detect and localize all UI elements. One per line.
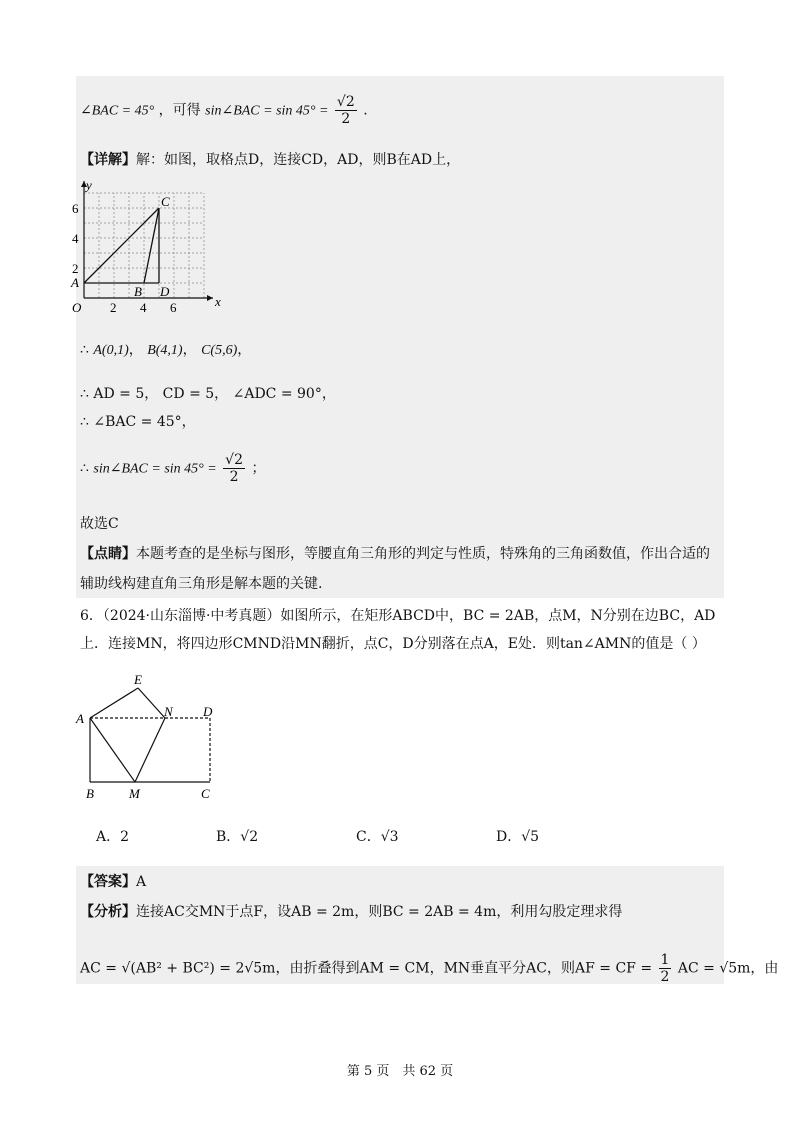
fraction: $\frac{√2}{2}$: [225, 452, 243, 485]
question-6-line-1: 6．（2024·山东淄博·中考真题）如图所示，在矩形ABCD中，BC = 2AB，点M，N分别在边BC，AD: [80, 608, 716, 624]
am-side: [90, 718, 135, 782]
step-2: ∴ AD = 5， CD = 5， ∠ADC = 90°，: [80, 386, 336, 402]
step-1: ∴ A(0,1)， B(4,1)， C(5,6)，: [80, 342, 252, 358]
label-n: N: [164, 704, 173, 719]
fraction: $\frac{√2}{2}$: [336, 94, 355, 127]
comment-line-1: 【点睛】本题考查的是坐标与图形，等腰直角三角形的判定与性质，特殊角的三角函数值，作出合适的: [80, 546, 710, 562]
option-d[interactable]: D．√5: [496, 829, 540, 845]
step-4: ∴ sin∠BAC = sin 45° = $\frac{√2}{2}$ ；: [80, 452, 266, 485]
label-e: E: [134, 672, 142, 687]
coordinate-graph: [70, 172, 221, 315]
folding-figure: [70, 668, 230, 804]
fraction: $\frac{1}{2}$: [660, 952, 670, 985]
point-label-c: C: [161, 194, 170, 209]
y-tick-label: 4: [72, 231, 79, 246]
label-b: B: [86, 786, 94, 801]
comment-line-2: 辅助线构建直角三角形是解本题的关键.: [80, 576, 323, 592]
label-d: D: [203, 704, 213, 719]
option-c[interactable]: C．√3: [356, 829, 399, 845]
point-label-a: A: [71, 275, 79, 290]
x-axis-arrow: [207, 295, 213, 301]
y-axis-label: y: [86, 177, 92, 193]
segment-ac: [84, 208, 159, 283]
answer-line: 【答案】A: [80, 874, 147, 890]
choose-line: 故选C: [80, 516, 119, 532]
label-c: C: [201, 786, 210, 801]
nm-side: [135, 718, 165, 782]
question-6-line-2: 上．连接MN，将四边形CMND沿MN翻折，点C，D分别落在点A，E处．则tan∠AMN的值是（ ）: [80, 636, 706, 652]
en-side: [138, 688, 165, 718]
label-a: A: [76, 711, 84, 726]
graph-labels: [70, 178, 221, 316]
x-tick-label: 6: [170, 300, 177, 315]
point-label-d: D: [160, 284, 170, 299]
point-label-b: B: [134, 284, 142, 299]
segment-bc: [144, 208, 159, 283]
label-m: M: [129, 786, 140, 801]
triangle-lines: [84, 208, 159, 283]
detail-line: 【详解】解：如图，取格点D，连接CD，AD，则B在AD上，: [80, 152, 461, 168]
option-b[interactable]: B．√2: [216, 829, 259, 845]
x-tick-label: 4: [140, 300, 147, 315]
analysis-line-2: AC = √(AB² + BC²) = 2√5m，由折叠得到AM = CM，MN垂直平分AC，则AF = CF = $\frac{1}{2}$ AC = √5m，由: [80, 952, 779, 985]
origin-label: O: [72, 300, 82, 315]
y-tick-label: 2: [72, 261, 79, 276]
analysis-line-1: 【分析】连接AC交MN于点F，设AB = 2m，则BC = 2AB = 4m，利用勾股定理求得: [80, 904, 623, 920]
option-a[interactable]: A．2: [96, 829, 130, 845]
y-tick-label: 6: [72, 201, 79, 216]
ae-side: [90, 688, 138, 718]
x-axis-label: x: [215, 294, 221, 309]
top-line: ∠BAC = 45° ，可得 sin∠BAC = sin 45° = $\frac{√2}{2}$ .: [80, 94, 368, 127]
x-tick-label: 2: [110, 300, 117, 315]
step-3: ∴ ∠BAC = 45°，: [80, 414, 196, 430]
page-footer: 第 5 页 共 62 页: [346, 1064, 454, 1079]
